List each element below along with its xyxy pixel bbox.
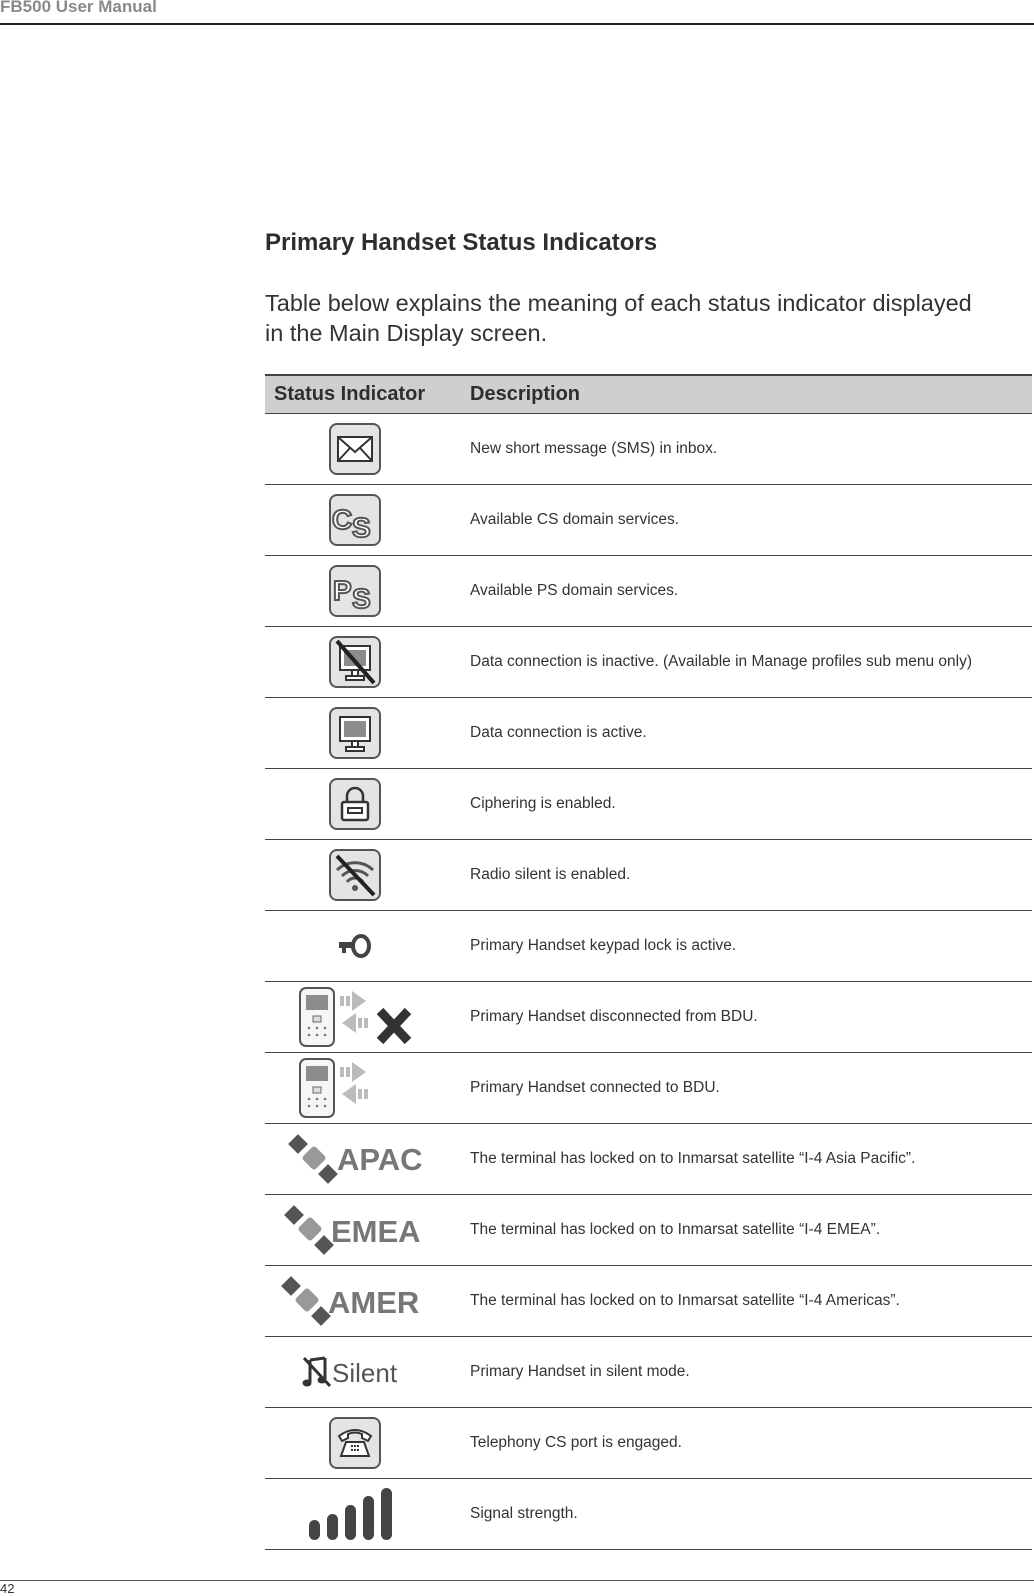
table-row bbox=[265, 414, 1032, 485]
svg-text:S: S bbox=[352, 512, 371, 543]
row-description: Primary Handset in silent mode. bbox=[470, 1363, 690, 1380]
intro-line-2: in the Main Display screen. bbox=[265, 320, 548, 346]
satellite-label: EMEA bbox=[330, 1214, 421, 1249]
table-row bbox=[265, 982, 1032, 1053]
status-indicator-table bbox=[265, 374, 1032, 1550]
row-description: Radio silent is enabled. bbox=[470, 866, 631, 883]
table-row bbox=[265, 769, 1032, 840]
satellite-emea-icon bbox=[265, 1195, 445, 1265]
satellite-apac-icon bbox=[265, 1124, 445, 1194]
intro-line-1: Table below explains the meaning of each status indicator displayed bbox=[265, 290, 972, 316]
signal-strength-icon bbox=[265, 1479, 445, 1549]
table-row bbox=[265, 840, 1032, 911]
page-number: 42 bbox=[0, 1581, 15, 1596]
table-row bbox=[265, 485, 1032, 556]
envelope-icon bbox=[265, 414, 445, 484]
monitor-active-icon bbox=[265, 698, 445, 768]
ps-icon bbox=[265, 556, 445, 626]
row-description: Data connection is inactive. (Available in Manage profiles sub menu only) bbox=[470, 653, 973, 670]
table-row bbox=[265, 1337, 1032, 1408]
row-description: The terminal has locked on to Inmarsat satellite “I-4 EMEA”. bbox=[470, 1221, 881, 1238]
column-header-indicator: Status Indicator bbox=[274, 383, 426, 405]
key-icon bbox=[265, 911, 445, 981]
row-description: Primary Handset keypad lock is active. bbox=[470, 937, 737, 954]
row-description: Telephony CS port is engaged. bbox=[470, 1434, 682, 1451]
row-description: The terminal has locked on to Inmarsat satellite “I-4 Asia Pacific”. bbox=[470, 1150, 916, 1167]
row-description: Data connection is active. bbox=[470, 724, 647, 741]
header-divider bbox=[0, 23, 1034, 25]
handset-connected-icon bbox=[265, 1053, 445, 1123]
table-row bbox=[265, 1053, 1032, 1124]
silent-label: Silent bbox=[332, 1358, 398, 1388]
svg-text:P: P bbox=[333, 575, 352, 606]
row-description: Primary Handset disconnected from BDU. bbox=[470, 1008, 758, 1025]
footer-divider bbox=[0, 1580, 1034, 1581]
table-row bbox=[265, 627, 1032, 698]
table-row bbox=[265, 1124, 1032, 1195]
row-description: Ciphering is enabled. bbox=[470, 795, 616, 812]
table-row bbox=[265, 1195, 1032, 1266]
table-row bbox=[265, 698, 1032, 769]
cs-icon bbox=[265, 485, 445, 555]
row-description: Signal strength. bbox=[470, 1505, 578, 1522]
table-row bbox=[265, 556, 1032, 627]
row-description: Available CS domain services. bbox=[470, 511, 680, 528]
silent-mode-icon bbox=[265, 1337, 445, 1407]
table-row bbox=[265, 1266, 1032, 1337]
satellite-amer-icon bbox=[265, 1266, 445, 1336]
monitor-inactive-icon bbox=[265, 627, 445, 697]
radio-silent-icon bbox=[265, 840, 445, 910]
svg-text:C: C bbox=[332, 504, 353, 535]
row-description: The terminal has locked on to Inmarsat satellite “I-4 Americas”. bbox=[470, 1292, 900, 1309]
padlock-icon bbox=[265, 769, 445, 839]
table-row bbox=[265, 1479, 1032, 1550]
satellite-label: APAC bbox=[337, 1142, 423, 1177]
table-row bbox=[265, 911, 1032, 982]
satellite-label: AMER bbox=[328, 1285, 420, 1320]
row-description: Primary Handset connected to BDU. bbox=[470, 1079, 720, 1096]
table-header bbox=[265, 374, 1032, 414]
svg-text:S: S bbox=[352, 583, 371, 614]
column-header-description: Description bbox=[470, 383, 581, 405]
handset-disconnected-icon bbox=[265, 982, 445, 1052]
manual-title: FB500 User Manual bbox=[0, 0, 157, 16]
row-description: New short message (SMS) in inbox. bbox=[470, 440, 718, 457]
section-title: Primary Handset Status Indicators bbox=[265, 229, 658, 256]
intro-paragraph bbox=[265, 288, 1034, 348]
row-description: Available PS domain services. bbox=[470, 582, 679, 599]
table-row bbox=[265, 1408, 1032, 1479]
telephone-icon bbox=[265, 1408, 445, 1478]
